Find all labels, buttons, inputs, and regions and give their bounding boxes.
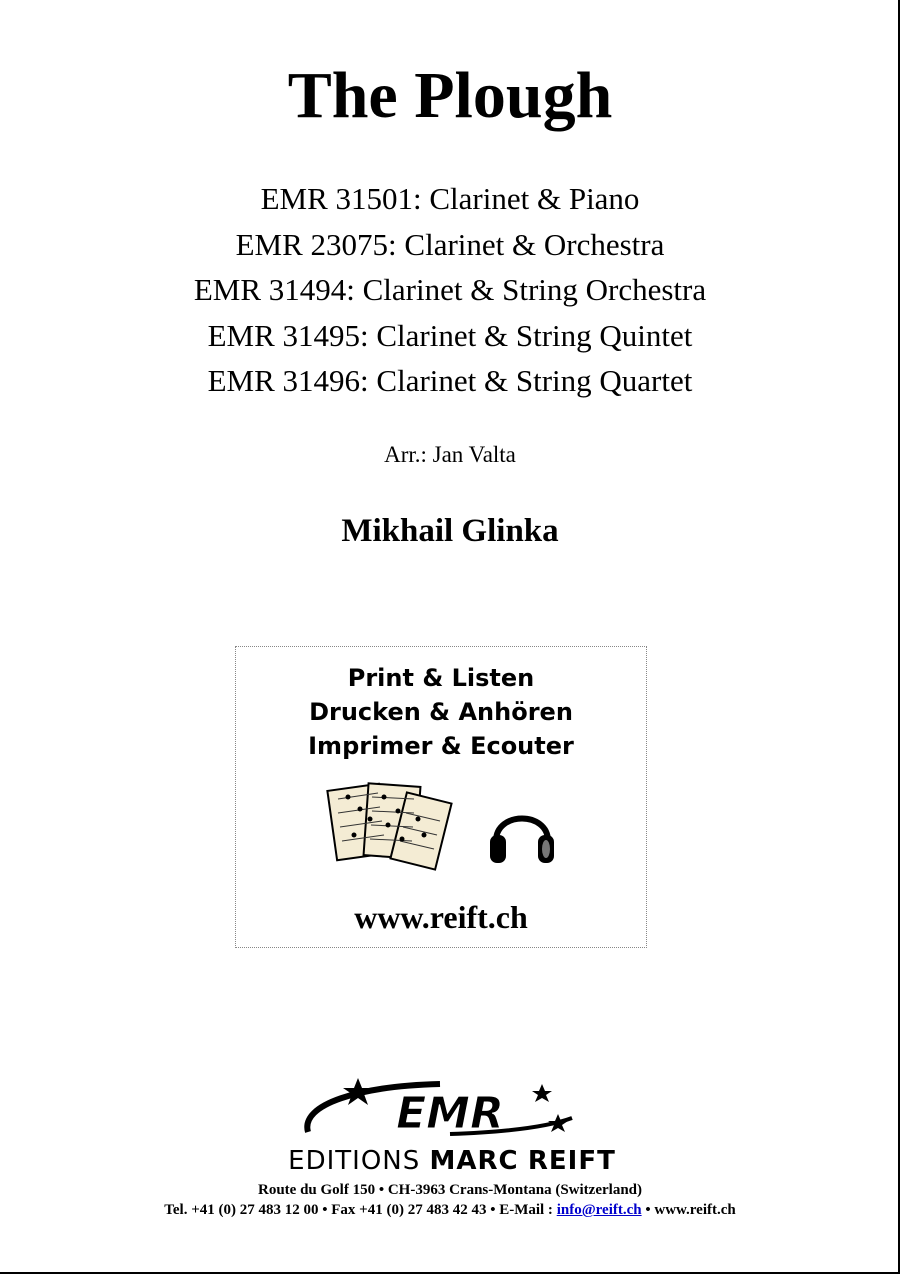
svg-text:EDITIONS MARC REIFT	[288, 1146, 616, 1176]
publisher-word: MARC	[429, 1146, 519, 1176]
promo-line: Drucken & Anhören	[309, 698, 573, 726]
promo-text	[236, 661, 646, 763]
publisher-word: EDITIONS	[288, 1146, 421, 1176]
promo-line: Print & Listen	[347, 664, 535, 692]
print-listen-box	[235, 646, 647, 948]
contact-website: • www.reift.ch	[641, 1202, 736, 1218]
email-link[interactable]: info@reift.ch	[556, 1202, 642, 1218]
promo-url: www.reift.ch	[354, 899, 528, 935]
edition-item: EMR 31495: Clarinet & String Quintet	[207, 317, 693, 353]
sheet-music-icon	[326, 779, 456, 875]
emr-logo	[300, 1074, 580, 1144]
logo-text: EMR	[396, 1088, 504, 1139]
publisher-name	[0, 1142, 900, 1176]
edition-item: EMR 23075: Clarinet & Orchestra	[235, 226, 665, 262]
promo-line: Imprimer & Ecouter	[308, 732, 574, 760]
edition-item: EMR 31496: Clarinet & String Quartet	[207, 363, 693, 398]
arranger-credit: Arr.: Jan Valta	[384, 442, 516, 467]
page-title: The Plough	[287, 59, 613, 132]
publisher-word: REIFT	[527, 1146, 616, 1176]
edition-list	[0, 176, 900, 404]
composer-name: Mikhail Glinka	[341, 513, 559, 549]
publisher-contact	[0, 1200, 900, 1220]
publisher-address: Route du Golf 150 • CH-3963 Crans-Montana (Switzerland)	[258, 1182, 642, 1198]
contact-phone-fax: Tel. +41 (0) 27 483 12 00 • Fax +41 (0) 27 483 42 43 • E-Mail :	[164, 1202, 557, 1218]
edition-item: EMR 31501: Clarinet & Piano	[260, 181, 640, 216]
edition-item: EMR 31494: Clarinet & String Orchestra	[193, 272, 707, 307]
headphones-icon	[486, 797, 558, 869]
